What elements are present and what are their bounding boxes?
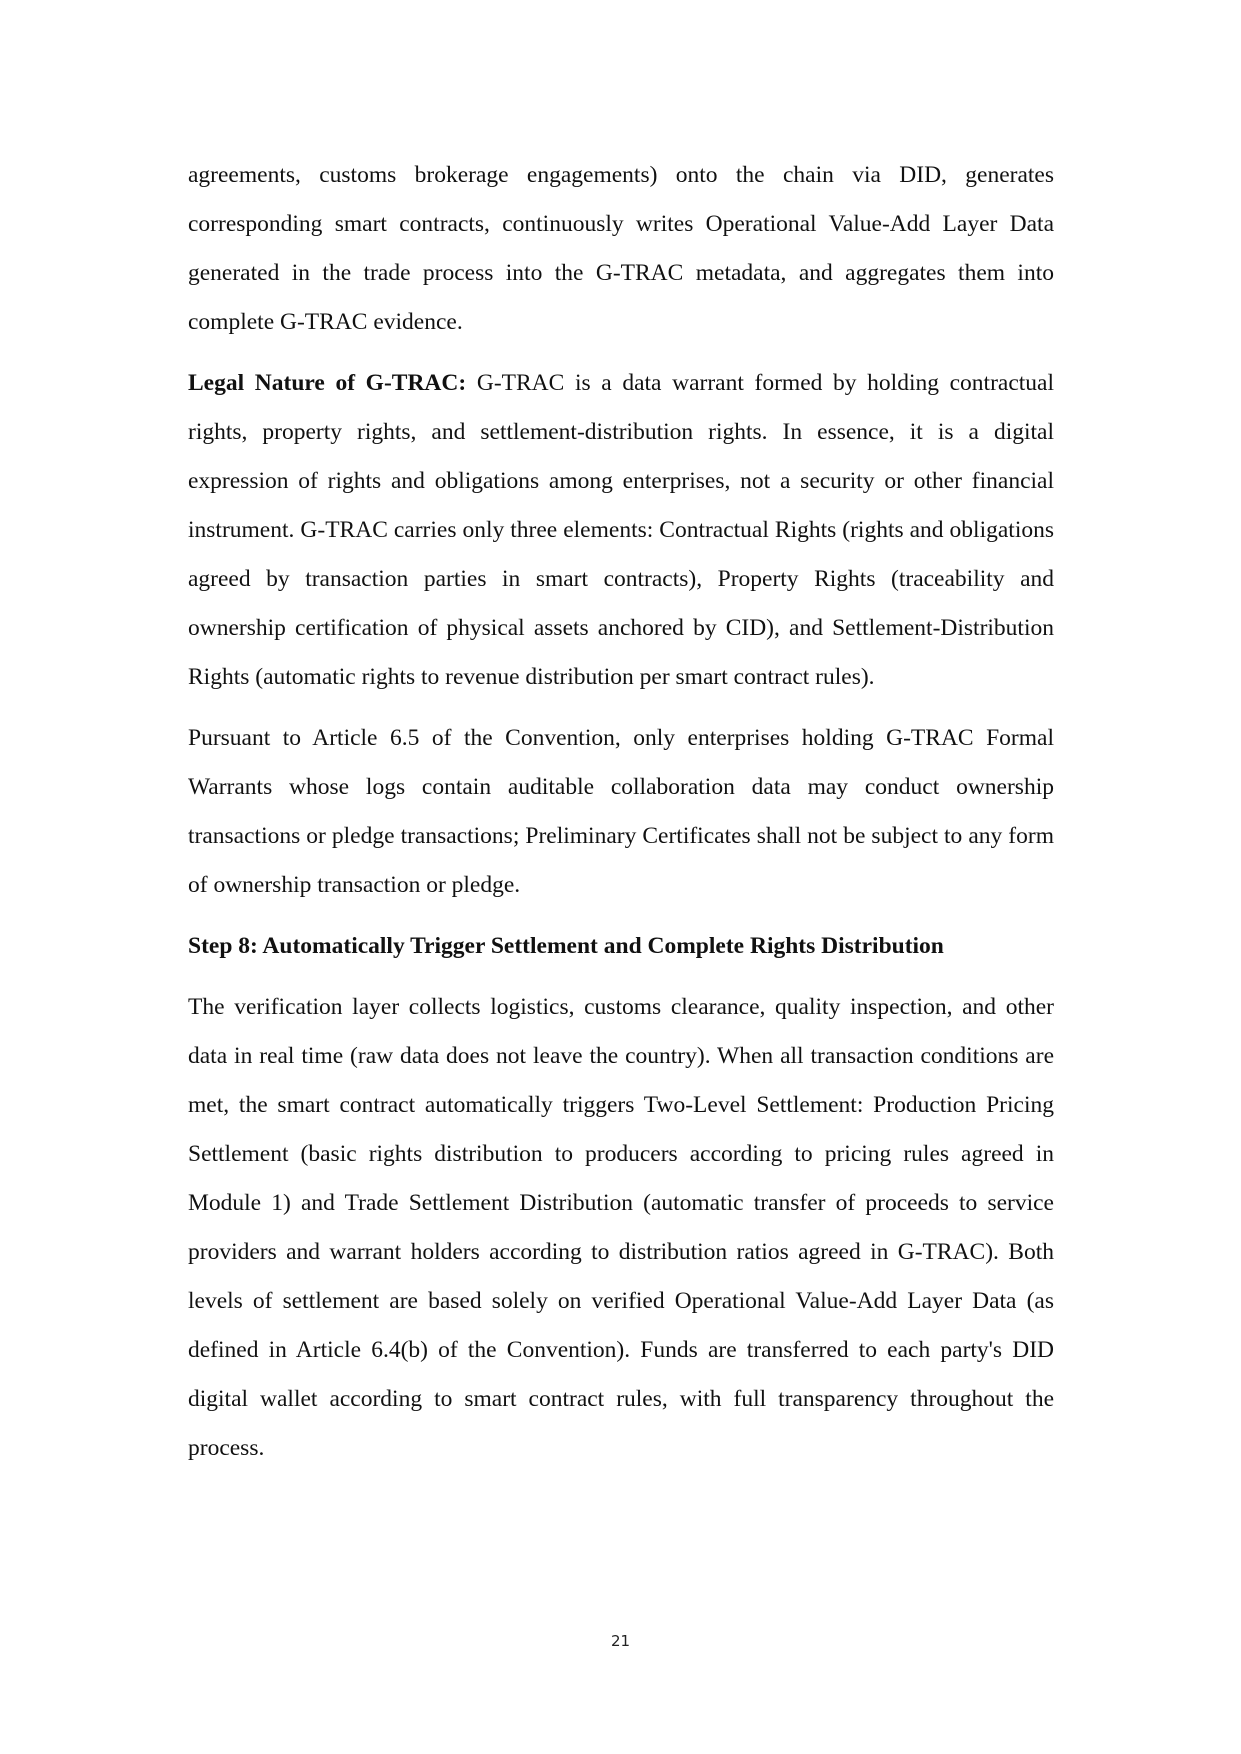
page-number: 21 <box>610 1632 631 1650</box>
paragraph-legal-nature <box>188 359 1054 702</box>
paragraph-g-trac-evidence: agreements, customs brokerage engagements) onto the chain via DID, generates corresponding smart contracts, continuously writes Operational Value-Add Layer Data generated in the trade process into the G-TRAC metadata, and aggregates them into complete G-TRAC evidence. <box>188 162 1054 335</box>
paragraph-settlement: The verification layer collects logistics, customs clearance, quality inspection, and other data in real time (raw data does not leave the country). When all transaction conditions are met, the smart contract automatically triggers Two-Level Settlement: Production Pricing Settlement (basic rights distribution to producers according to pricing rules agreed in Module 1) and Trade Settlement Distribution (automatic transfer of proceeds to service providers and warrant holders according to distribution ratios agreed in G-TRAC). Both levels of settlement are based solely on verified Operational Value-Add Layer Data (as defined in Article 6.4(b) of the Convention). Funds are transferred to each party's DID digital wallet according to smart contract rules, with full transparency throughout the process. <box>188 994 1054 1461</box>
step-8-heading: Step 8: Automatically Trigger Settlement and Complete Rights Distribution <box>188 933 944 959</box>
document-body <box>188 151 1054 1485</box>
legal-nature-text: G-TRAC is a data warrant formed by holding contractual rights, property rights, and settlement-distribution rights. In essence, it is a digital expression of rights and obligations among enterprises, not a security or other financial instrument. G-TRAC carries only three elements: Contractual Rights (rights and obligations agreed by transaction parties in smart contracts), Property Rights (traceability and ownership certification of physical assets anchored by CID), and Settlement-Distribution Rights (automatic rights to revenue distribution per smart contract rules). <box>188 370 1054 690</box>
paragraph-article-6-5: Pursuant to Article 6.5 of the Convention, only enterprises holding G-TRAC Formal Warrants whose logs contain auditable collaboration data may conduct ownership transactions or pledge transactions; Preliminary Certificates shall not be subject to any form of ownership transaction or pledge. <box>188 725 1054 898</box>
legal-nature-heading: Legal Nature of G-TRAC: <box>188 370 467 396</box>
